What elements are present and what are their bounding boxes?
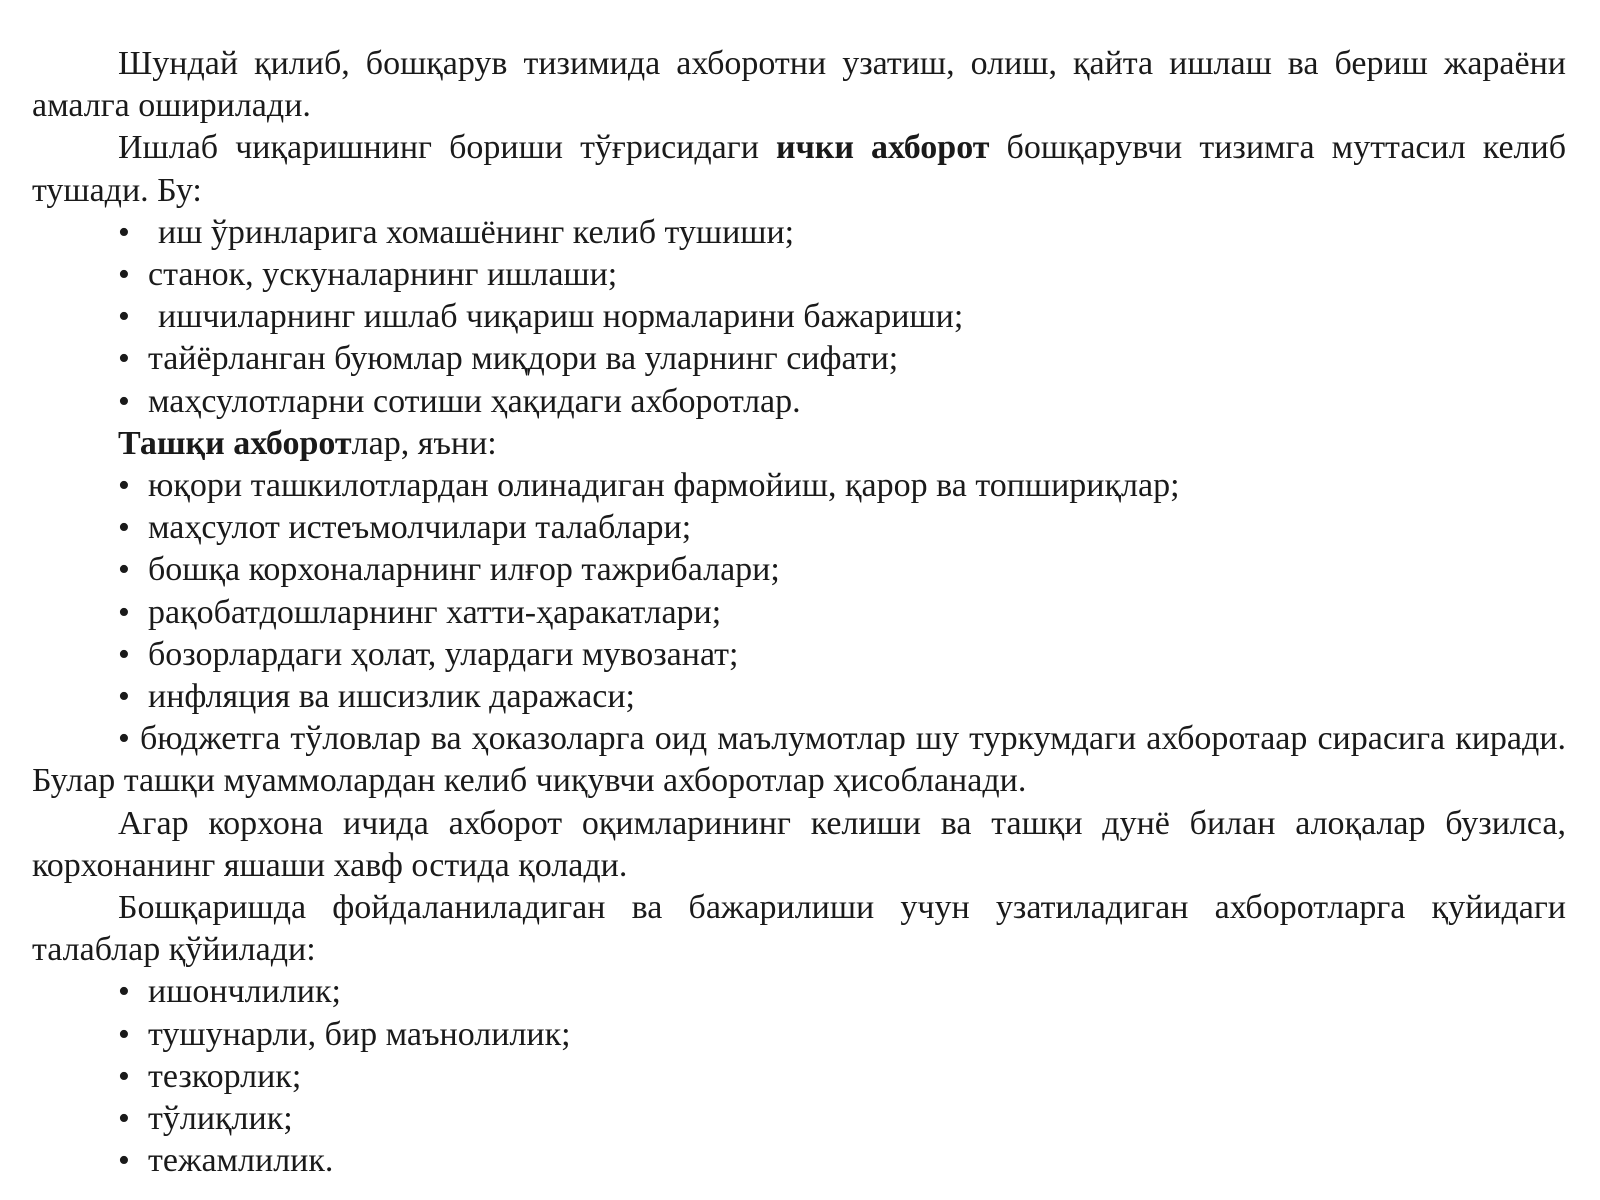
bullet-icon: • bbox=[118, 213, 130, 251]
paragraph-requirements: Бошқаришда фойдаланиладиган ва бажарилиши учун узатиладиган ахборотларга қуйидаги талаблар қўйилади: bbox=[32, 889, 1566, 969]
list-item bbox=[32, 1056, 1566, 1098]
list-item-text: станок, ускуналарнинг ишлаши; bbox=[148, 256, 618, 294]
text-span: лар, яъни: bbox=[351, 424, 497, 462]
list-item bbox=[32, 1098, 1566, 1140]
list-item-text: рақобатдошларнинг хатти-ҳаракатлари; bbox=[148, 593, 722, 631]
list-item-text: бошқа корхоналарнинг илғор тажрибалари; bbox=[148, 551, 780, 589]
internal-info-list bbox=[32, 212, 1566, 423]
list-item-text: тайёрланган буюмлар миқдори ва уларнинг сифати; bbox=[148, 340, 899, 378]
bullet-icon: • bbox=[118, 467, 130, 505]
list-item bbox=[32, 1014, 1566, 1056]
list-item bbox=[32, 971, 1566, 1013]
list-item bbox=[32, 465, 1566, 507]
requirements-list bbox=[32, 971, 1566, 1182]
list-item bbox=[32, 212, 1566, 254]
external-info-list bbox=[32, 465, 1566, 803]
paragraph-disruption: Агар корхона ичида ахборот оқимларининг келиши ва ташқи дунё билан алоқалар бузилса, корхонанинг яшаши хавф остида қолади. bbox=[32, 804, 1566, 884]
bold-term-external: Ташқи ахборот bbox=[118, 424, 352, 462]
bold-term-internal: ички ахборот bbox=[775, 129, 990, 167]
bullet-icon: • bbox=[118, 635, 130, 673]
list-item-text: тежамлилик. bbox=[148, 1142, 334, 1180]
paragraph-intro: Шундай қилиб, бошқарув тизимида ахборотни узатиш, олиш, қайта ишлаш ва бериш жараёни амалга оширилади. bbox=[32, 45, 1566, 125]
list-item-text: юқори ташкилотлардан олинадиган фармойиш, қарор ва топшириқлар; bbox=[148, 467, 1180, 505]
bullet-icon: • bbox=[118, 1142, 130, 1180]
list-item-text: маҳсулотларни сотиши ҳақидаги ахборотлар. bbox=[148, 382, 801, 420]
list-item bbox=[32, 507, 1566, 549]
list-item-wrapped bbox=[32, 718, 1566, 802]
bullet-icon: • bbox=[118, 1015, 130, 1053]
bullet-icon: • bbox=[118, 551, 130, 589]
list-item bbox=[32, 634, 1566, 676]
bullet-icon: • bbox=[118, 973, 130, 1011]
document-page bbox=[32, 43, 1566, 1182]
list-item-text: бюджетга тўловлар ва ҳоказоларга оид маълумотлар шу туркумдаги ахборотаар сирасига киради. Булар ташқи муаммолардан келиб чиқувчи ахборотлар ҳисобланади. bbox=[32, 720, 1567, 800]
list-item-text: инфляция ва ишсизлик даражаси; bbox=[148, 678, 635, 716]
paragraph-external-info bbox=[32, 423, 1566, 465]
bullet-icon: • bbox=[118, 1057, 130, 1095]
list-item bbox=[32, 676, 1566, 718]
bullet-icon: • bbox=[118, 678, 130, 716]
list-item bbox=[32, 254, 1566, 296]
bullet-icon: • bbox=[118, 340, 130, 378]
list-item-text: тезкорлик; bbox=[148, 1057, 302, 1095]
list-item-text: тушунарли, бир маънолилик; bbox=[148, 1015, 571, 1053]
list-item-text: бозорлардаги ҳолат, улардаги мувозанат; bbox=[148, 635, 739, 673]
bullet-icon: • bbox=[118, 382, 130, 420]
list-item-text: ишчиларнинг ишлаб чиқариш нормаларини бажариши; bbox=[158, 298, 964, 336]
list-item-text: ишончлилик; bbox=[148, 973, 341, 1011]
list-item bbox=[32, 381, 1566, 423]
text-span: Ишлаб чиқаришнинг бориши тўғрисидаги bbox=[118, 129, 776, 167]
text-span: бошқарувчи тизимга муттасил келиб тушади. Бу: bbox=[32, 129, 1566, 209]
bullet-icon: • bbox=[118, 593, 130, 631]
list-item bbox=[32, 549, 1566, 591]
list-item-text: тўлиқлик; bbox=[148, 1100, 293, 1138]
list-item-text: иш ўринларига хомашёнинг келиб тушиши; bbox=[158, 213, 795, 251]
list-item bbox=[32, 592, 1566, 634]
bullet-icon: • bbox=[118, 256, 130, 294]
bullet-icon: • bbox=[118, 298, 130, 336]
list-item bbox=[32, 338, 1566, 380]
list-item bbox=[32, 1140, 1566, 1182]
paragraph-internal-info bbox=[32, 127, 1566, 211]
bullet-icon: • bbox=[118, 1100, 130, 1138]
list-item bbox=[32, 296, 1566, 338]
bullet-icon: • bbox=[118, 509, 130, 547]
bullet-icon: • bbox=[118, 720, 130, 758]
list-item-text: маҳсулот истеъмолчилари талаблари; bbox=[148, 509, 692, 547]
